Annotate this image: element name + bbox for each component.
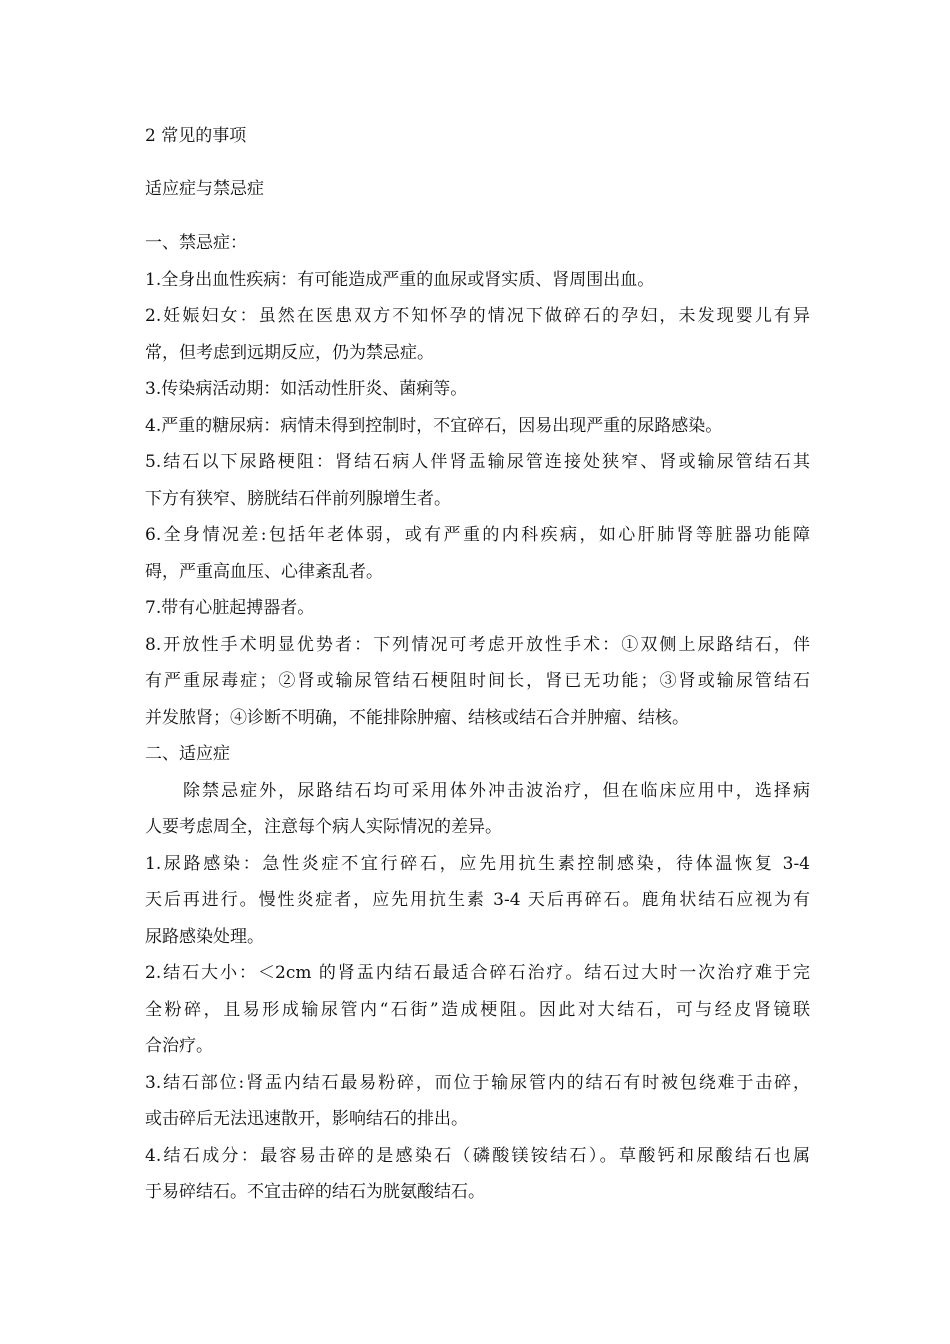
paragraph-line: 或击碎后无法迅速散开，影响结石的排出。 [145,1109,468,1129]
contraindication-item-2 [145,298,810,371]
paragraph-line: 下方有狭窄、膀胱结石伴前列腺增生者。 [145,488,451,509]
contraindication-item-7 [145,590,810,627]
paragraph-line: 4.结石成分：最容易击碎的是感染石（磷酸镁铵结石）。草酸钙和尿酸结石也属 [145,1145,810,1166]
paragraph-line: 3.传染病活动期：如活动性肝炎、菌痢等。 [145,379,468,399]
document-body [145,118,810,1211]
paragraph-line: 8.开放性手术明显优势者：下列情况可考虑开放性手术：①双侧上尿路结石，伴 [145,634,810,655]
paragraph-line: 天后再进行。慢性炎症者，应先用抗生素 3-4 天后再碎石。鹿角状结石应视为有 [145,890,810,910]
section-heading-indications: 二、适应症 [145,744,230,764]
paragraph-line: 6.全身情况差:包括年老体弱，或有严重的内科疾病，如心肝肺肾等脏器功能障 [145,525,810,545]
paragraph-line: 人要考虑周全，注意每个病人实际情况的差异。 [145,817,502,837]
document-title: 2 常见的事项 [145,126,247,146]
paragraph-line: 1.全身出血性疾病：有可能造成严重的血尿或肾实质、肾周围出血。 [145,269,655,290]
paragraph-line: 2.结石大小：＜2cm 的肾盂内结石最适合碎石治疗。结石过大时一次治疗难于完 [145,963,810,983]
paragraph-line: 尿路感染处理。 [145,926,264,947]
document-subtitle: 适应症与禁忌症 [145,178,264,199]
paragraph-line: 碍，严重高血压、心律紊乱者。 [145,561,383,582]
paragraph-line: 有严重尿毒症；②肾或输尿管结石梗阻时间长，肾已无功能；③肾或输尿管结石 [145,671,810,691]
indication-item-4 [145,1138,810,1211]
paragraph-line: 于易碎结石。不宜击碎的结石为胱氨酸结石。 [145,1182,485,1202]
section-heading-contraindications: 一、禁忌症： [145,233,247,253]
indication-item-2 [145,955,810,1065]
paragraph-line: 1.尿路感染：急性炎症不宜行碎石，应先用抗生素控制感染，待体温恢复 3-4 [145,853,810,874]
paragraph-line: 全粉碎，且易形成输尿管内“石街”造成梗阻。因此对大结石，可与经皮肾镜联 [145,999,810,1020]
indication-item-3 [145,1065,810,1138]
indications-intro [145,773,810,846]
paragraph-line: 4.严重的糖尿病：病情未得到控制时，不宜碎石，因易出现严重的尿路感染。 [145,415,723,436]
indication-item-1 [145,846,810,956]
contraindication-item-8 [145,627,810,737]
contraindication-item-3 [145,371,810,408]
contraindication-item-5 [145,444,810,517]
paragraph-line: 2.妊娠妇女：虽然在医患双方不知怀孕的情况下做碎石的孕妇，未发现婴儿有异 [145,306,810,326]
paragraph-line: 除禁忌症外，尿路结石均可采用体外冲击波治疗，但在临床应用中，选择病 [183,780,810,801]
paragraph-line: 5.结石以下尿路梗阻：肾结石病人伴肾盂输尿管连接处狭窄、肾或输尿管结石其 [145,452,810,472]
paragraph-line: 3.结石部位:肾盂内结石最易粉碎，而位于输尿管内的结石有时被包绕难于击碎， [145,1072,810,1093]
paragraph-line: 合治疗。 [145,1036,213,1056]
paragraph-line: 常，但考虑到远期反应，仍为禁忌症。 [145,342,434,363]
paragraph-line: 7.带有心脏起搏器者。 [145,598,315,618]
contraindication-item-4 [145,408,810,445]
paragraph-line: 并发脓肾；④诊断不明确，不能排除肿瘤、结核或结石合并肿瘤、结核。 [145,707,689,728]
contraindication-item-6 [145,517,810,590]
contraindication-item-1 [145,262,810,299]
